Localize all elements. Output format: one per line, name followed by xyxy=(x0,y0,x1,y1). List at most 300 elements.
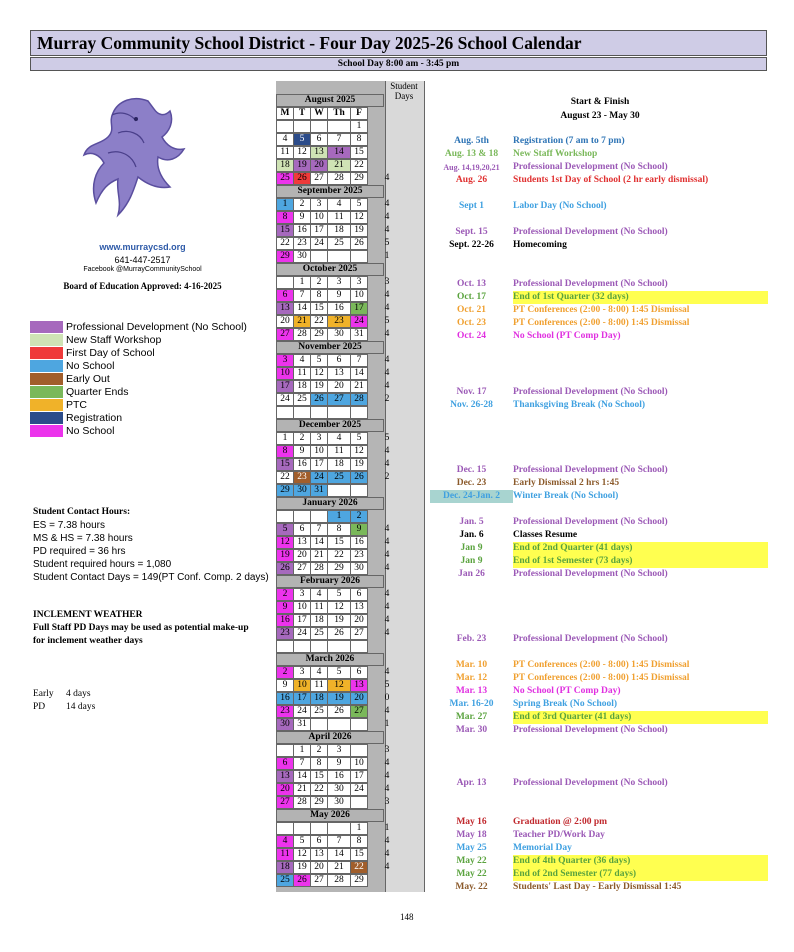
day-cell: 12 xyxy=(276,536,294,549)
student-days-count: 4 xyxy=(384,290,390,300)
event-date: Jan 9 xyxy=(460,543,483,553)
day-cell: 18 xyxy=(310,614,328,627)
day-cell: 18 xyxy=(327,224,351,237)
day-cell: 19 xyxy=(350,458,368,471)
event-date: Mar. 12 xyxy=(455,673,488,683)
legend-item xyxy=(30,333,247,346)
day-cell: 3 xyxy=(276,354,294,367)
day-cell: 15 xyxy=(310,302,328,315)
week-row xyxy=(276,328,423,341)
day-cell: 7 xyxy=(310,523,328,536)
event-description: End of 2nd Semester (77 days) xyxy=(513,868,768,881)
day-cell: 29 xyxy=(276,250,294,263)
day-cell: 21 xyxy=(293,315,311,328)
week-row xyxy=(276,315,423,328)
week-row xyxy=(276,289,423,302)
day-cell: 25 xyxy=(276,874,294,887)
month-header: May 2026 xyxy=(276,809,384,822)
week-row xyxy=(276,445,423,458)
day-cell xyxy=(350,718,368,731)
student-days-count: 4 xyxy=(384,212,390,222)
week-row xyxy=(276,354,423,367)
week-row xyxy=(276,250,423,263)
student-days-count: 4 xyxy=(384,537,390,547)
event-date: Aug. 14,19,20,21 xyxy=(443,163,500,172)
day-cell: 28 xyxy=(293,796,311,809)
day-cell: 3 xyxy=(327,276,351,289)
day-cell: 2 xyxy=(293,198,311,211)
day-cell: 14 xyxy=(327,146,351,159)
day-cell: 27 xyxy=(293,562,311,575)
day-cell: 22 xyxy=(276,237,294,250)
student-days-count: 0 xyxy=(384,693,390,703)
event-row xyxy=(430,304,689,317)
week-row xyxy=(276,224,423,237)
day-cell: 20 xyxy=(276,315,294,328)
day-cell: 29 xyxy=(310,796,328,809)
legend-label: PTC xyxy=(66,398,87,411)
student-days-count xyxy=(368,484,406,497)
day-cell: 10 xyxy=(310,445,328,458)
day-cell: 2 xyxy=(293,432,311,445)
day-cell: 14 xyxy=(310,536,328,549)
day-cell: 3 xyxy=(293,588,311,601)
day-cell: 6 xyxy=(293,523,311,536)
day-cell: 28 xyxy=(293,328,311,341)
event-description: Homecoming xyxy=(513,240,567,250)
day-cell: 31 xyxy=(350,328,368,341)
day-cell: 4 xyxy=(276,835,294,848)
day-cell: 15 xyxy=(310,770,328,783)
day-cell: 3 xyxy=(310,198,328,211)
day-cell: 4 xyxy=(276,133,294,146)
day-cell: 21 xyxy=(350,380,368,393)
day-cell: 8 xyxy=(276,211,294,224)
day-cell: 13 xyxy=(276,302,294,315)
day-cell: 20 xyxy=(350,614,368,627)
day-cell: 16 xyxy=(276,614,294,627)
day-cell: 17 xyxy=(293,614,311,627)
day-cell: 16 xyxy=(293,224,311,237)
day-cell xyxy=(327,718,351,731)
day-cell: 20 xyxy=(276,783,294,796)
day-cell: 22 xyxy=(327,549,351,562)
facebook-handle: Facebook @MurrayCommunitySchool xyxy=(83,266,202,273)
day-cell: 10 xyxy=(350,757,368,770)
student-days-count: 4 xyxy=(384,459,390,469)
event-description: Professional Development (No School) xyxy=(513,778,668,788)
day-cell xyxy=(350,406,368,419)
day-cell: 6 xyxy=(350,588,368,601)
day-cell: 1 xyxy=(327,510,351,523)
event-row xyxy=(430,161,668,174)
day-cell: 3 xyxy=(327,744,351,757)
week-row xyxy=(276,562,423,575)
day-cell: 10 xyxy=(293,601,311,614)
day-cell: 31 xyxy=(310,484,328,497)
month-header: December 2025 xyxy=(276,419,384,432)
day-cell: 5 xyxy=(327,588,351,601)
event-date: May. 22 xyxy=(455,882,488,892)
phone-number: 641-447-2517 xyxy=(114,255,171,265)
week-row xyxy=(276,549,423,562)
day-cell: 13 xyxy=(293,536,311,549)
student-days-count: 4 xyxy=(384,563,390,573)
event-row xyxy=(430,816,607,829)
event-row xyxy=(430,516,668,529)
day-cell: 30 xyxy=(293,250,311,263)
student-days-count: 4 xyxy=(384,550,390,560)
event-date: Sept. 22-26 xyxy=(449,240,494,250)
day-cell: 13 xyxy=(310,848,328,861)
event-description: Professional Development (No School) xyxy=(513,634,668,644)
day-cell: 26 xyxy=(310,393,328,406)
week-row xyxy=(276,822,423,835)
day-cell: 19 xyxy=(327,692,351,705)
event-description: Winter Break (No School) xyxy=(513,491,619,501)
student-days-count: 4 xyxy=(384,173,390,183)
contact-hours-line: Student required hours = 1,080 xyxy=(33,559,172,570)
website-link[interactable]: www.murraycsd.org xyxy=(99,242,186,252)
day-cell: 12 xyxy=(310,367,328,380)
student-days-count xyxy=(368,133,406,146)
day-cell: 10 xyxy=(350,289,368,302)
day-cell: 5 xyxy=(350,198,368,211)
legend-label: No School xyxy=(66,424,115,437)
day-cell: 17 xyxy=(310,458,328,471)
event-description: PT Conferences (2:00 - 8:00) 1:45 Dismissal xyxy=(513,660,690,670)
legend-swatch xyxy=(30,412,63,424)
student-days-count xyxy=(368,146,406,159)
event-description: Professional Development (No School) xyxy=(513,465,668,475)
day-cell: 14 xyxy=(293,302,311,315)
week-row xyxy=(276,640,423,653)
day-cell: 29 xyxy=(350,874,368,887)
calendar-grid xyxy=(276,81,423,887)
student-days-count: 4 xyxy=(384,303,390,313)
student-days-count: 3 xyxy=(384,797,390,807)
event-description: Labor Day (No School) xyxy=(513,201,607,211)
event-date: Apr. 13 xyxy=(456,778,487,788)
event-row xyxy=(430,724,668,737)
week-row xyxy=(276,432,423,445)
student-days-count xyxy=(368,406,406,419)
day-cell: 4 xyxy=(293,354,311,367)
day-cell: 20 xyxy=(310,159,328,172)
event-description: Registration (7 am to 7 pm) xyxy=(513,136,625,146)
week-row xyxy=(276,796,423,809)
day-cell: 9 xyxy=(276,679,294,692)
day-cell: 5 xyxy=(293,133,311,146)
student-days-count: 4 xyxy=(384,615,390,625)
legend-label: Registration xyxy=(66,411,123,424)
day-cell: 5 xyxy=(310,354,328,367)
student-days-header: Student Days xyxy=(390,81,418,101)
event-row xyxy=(430,291,768,304)
day-cell: 15 xyxy=(327,536,351,549)
day-cell: 30 xyxy=(327,783,351,796)
day-cell: 26 xyxy=(276,562,294,575)
day-cell: 16 xyxy=(293,458,311,471)
day-cell: 4 xyxy=(327,432,351,445)
day-cell xyxy=(350,484,368,497)
week-row xyxy=(276,835,423,848)
day-cell: 29 xyxy=(310,328,328,341)
day-cell: 22 xyxy=(310,783,328,796)
day-cell: 27 xyxy=(310,172,328,185)
student-days-count: 4 xyxy=(384,706,390,716)
event-row xyxy=(430,842,572,855)
day-cell: 15 xyxy=(350,848,368,861)
event-date: Oct. 13 xyxy=(456,279,487,289)
legend-swatch xyxy=(30,425,63,437)
student-days-count: 1 xyxy=(384,719,390,729)
day-cell: 30 xyxy=(293,484,311,497)
day-cell xyxy=(350,250,368,263)
event-row xyxy=(430,633,668,646)
day-cell: 4 xyxy=(310,588,328,601)
event-row xyxy=(430,174,708,187)
day-cell: 21 xyxy=(327,159,351,172)
week-row xyxy=(276,510,423,523)
week-row xyxy=(276,770,423,783)
day-cell: 23 xyxy=(327,315,351,328)
day-cell: 7 xyxy=(293,757,311,770)
day-cell: 24 xyxy=(350,315,368,328)
day-cell: 24 xyxy=(293,627,311,640)
student-days-count: 4 xyxy=(384,602,390,612)
event-description: No School (PT Comp Day) xyxy=(513,331,621,341)
day-cell: 11 xyxy=(327,445,351,458)
day-cell: 21 xyxy=(293,783,311,796)
month-header: March 2026 xyxy=(276,653,384,666)
day-cell: 6 xyxy=(310,835,328,848)
day-cell: 27 xyxy=(327,393,351,406)
day-cell xyxy=(276,510,294,523)
day-cell: 16 xyxy=(327,770,351,783)
weekday-header: Th xyxy=(327,107,351,120)
event-description: End of 4th Quarter (36 days) xyxy=(513,855,768,868)
day-cell: 18 xyxy=(327,458,351,471)
month-header: November 2025 xyxy=(276,341,384,354)
legend-item xyxy=(30,320,247,333)
week-row xyxy=(276,393,423,406)
legend-label: New Staff Workshop xyxy=(66,333,162,346)
day-cell: 26 xyxy=(293,172,311,185)
student-days-count xyxy=(368,640,406,653)
week-row xyxy=(276,211,423,224)
day-cell: 26 xyxy=(327,627,351,640)
day-cell: 7 xyxy=(293,289,311,302)
week-row xyxy=(276,302,423,315)
event-date: Mar. 10 xyxy=(455,660,488,670)
event-description: Students 1st Day of School (2 hr early dismissal) xyxy=(513,175,709,185)
day-cell: 11 xyxy=(276,146,294,159)
day-cell: 11 xyxy=(327,211,351,224)
student-days-count: 1 xyxy=(384,823,390,833)
event-row xyxy=(430,542,768,555)
day-cell: 8 xyxy=(350,835,368,848)
day-cell: 9 xyxy=(293,445,311,458)
day-cell xyxy=(327,640,351,653)
event-description: Professional Development (No School) xyxy=(513,569,668,579)
day-cell: 3 xyxy=(293,666,311,679)
event-description: No School (PT Comp Day) xyxy=(513,686,621,696)
student-days-count: 5 xyxy=(384,680,390,690)
day-cell xyxy=(310,718,328,731)
student-days-count: 3 xyxy=(384,277,390,287)
day-cell: 24 xyxy=(293,705,311,718)
month-header: August 2025 xyxy=(276,94,384,107)
event-date: Sept. 15 xyxy=(455,227,488,237)
day-cell: 2 xyxy=(310,744,328,757)
day-cell: 1 xyxy=(276,432,294,445)
week-row xyxy=(276,874,423,887)
day-cell: 30 xyxy=(350,562,368,575)
day-cell: 30 xyxy=(327,328,351,341)
student-days-count: 4 xyxy=(384,355,390,365)
day-cell: 13 xyxy=(276,770,294,783)
event-row xyxy=(430,317,689,330)
event-description: Classes Resume xyxy=(513,530,578,540)
day-cell: 17 xyxy=(293,692,311,705)
student-days-count: 4 xyxy=(384,758,390,768)
day-cell: 1 xyxy=(350,120,368,133)
legend-label: Quarter Ends xyxy=(66,385,129,398)
day-cell: 16 xyxy=(350,536,368,549)
week-row xyxy=(276,237,423,250)
day-cell xyxy=(310,640,328,653)
day-cell: 10 xyxy=(310,211,328,224)
event-description: Spring Break (No School) xyxy=(513,699,618,709)
week-row xyxy=(276,471,423,484)
event-description: Professional Development (No School) xyxy=(513,725,668,735)
event-row xyxy=(430,477,619,490)
event-date: Feb. 23 xyxy=(456,634,487,644)
count-key: PD xyxy=(33,702,46,712)
event-date: Oct. 17 xyxy=(456,292,487,302)
event-row xyxy=(430,568,668,581)
event-date: Jan 26 xyxy=(458,569,485,579)
week-row xyxy=(276,601,423,614)
event-row xyxy=(430,464,668,477)
day-cell xyxy=(327,822,351,835)
contact-hours-line: MS & HS = 7.38 hours xyxy=(33,533,133,544)
legend-swatch xyxy=(30,373,63,385)
day-cell: 12 xyxy=(327,601,351,614)
day-cell: 3 xyxy=(350,276,368,289)
event-row xyxy=(430,278,668,291)
weekday-header: F xyxy=(350,107,368,120)
day-cell: 4 xyxy=(327,198,351,211)
weekday-header: T xyxy=(293,107,311,120)
contact-hours xyxy=(33,506,278,584)
day-cell: 10 xyxy=(276,367,294,380)
day-cell: 20 xyxy=(293,549,311,562)
student-days-count: 4 xyxy=(384,771,390,781)
legend-label: Early Out xyxy=(66,372,110,385)
day-cell: 28 xyxy=(327,874,351,887)
event-description: Professional Development (No School) xyxy=(513,227,668,237)
week-row xyxy=(276,406,423,419)
day-cell: 22 xyxy=(276,471,294,484)
event-row xyxy=(430,135,625,148)
event-date: Oct. 23 xyxy=(456,318,487,328)
event-row xyxy=(430,529,577,542)
weekday-header: M xyxy=(276,107,294,120)
day-cell: 12 xyxy=(293,848,311,861)
day-cell: 9 xyxy=(327,289,351,302)
student-days-count: 4 xyxy=(384,329,390,339)
event-description: Teacher PD/Work Day xyxy=(513,830,605,840)
day-cell: 27 xyxy=(276,328,294,341)
day-cell: 6 xyxy=(276,289,294,302)
day-cell xyxy=(276,640,294,653)
event-row xyxy=(430,490,618,503)
day-cell: 16 xyxy=(276,692,294,705)
day-cell: 19 xyxy=(310,380,328,393)
day-cell: 25 xyxy=(293,393,311,406)
day-cell: 22 xyxy=(350,159,368,172)
event-row xyxy=(430,698,617,711)
event-description: Thanksgiving Break (No School) xyxy=(513,400,646,410)
week-row xyxy=(276,120,423,133)
day-cell: 25 xyxy=(310,705,328,718)
day-cell: 11 xyxy=(310,679,328,692)
event-date: Oct. 21 xyxy=(456,305,487,315)
event-description: PT Conferences (2:00 - 8:00) 1:45 Dismissal xyxy=(513,305,690,315)
day-cell: 26 xyxy=(350,471,368,484)
day-cell: 4 xyxy=(310,666,328,679)
event-description: End of 3rd Quarter (41 days) xyxy=(513,711,768,724)
day-cell: 25 xyxy=(327,237,351,250)
week-row xyxy=(276,276,423,289)
page-title: Murray Community School District - Four Day 2025-26 School Calendar xyxy=(30,30,767,56)
event-date: Nov. 26-28 xyxy=(450,400,493,410)
week-row xyxy=(276,380,423,393)
event-description: PT Conferences (2:00 - 8:00) 1:45 Dismissal xyxy=(513,673,690,683)
month-header: January 2026 xyxy=(276,497,384,510)
day-cell: 20 xyxy=(327,380,351,393)
contact-hours-line: PD required = 36 hrs xyxy=(33,546,126,557)
week-row xyxy=(276,627,423,640)
event-description: Early Dismissal 2 hrs 1:45 xyxy=(513,478,620,488)
contact-hours-header: Student Contact Hours: xyxy=(33,507,131,517)
event-row xyxy=(430,777,668,790)
day-cell: 9 xyxy=(350,523,368,536)
day-cell: 6 xyxy=(350,666,368,679)
event-row xyxy=(430,855,768,868)
day-cell: 25 xyxy=(310,627,328,640)
day-cell: 17 xyxy=(276,380,294,393)
week-row xyxy=(276,172,423,185)
day-cell: 1 xyxy=(293,276,311,289)
day-cell: 8 xyxy=(276,445,294,458)
event-description: Graduation @ 2:00 pm xyxy=(513,817,608,827)
day-cell: 17 xyxy=(350,770,368,783)
day-cell: 1 xyxy=(293,744,311,757)
school-day-hours: School Day 8:00 am - 3:45 pm xyxy=(30,57,767,71)
student-days-count: 4 xyxy=(384,589,390,599)
day-cell: 13 xyxy=(350,679,368,692)
day-cell: 8 xyxy=(310,289,328,302)
day-cell: 19 xyxy=(350,224,368,237)
day-cell xyxy=(293,510,311,523)
day-cell: 1 xyxy=(276,198,294,211)
month-header: February 2026 xyxy=(276,575,384,588)
day-cell xyxy=(310,120,328,133)
day-cell: 28 xyxy=(310,562,328,575)
